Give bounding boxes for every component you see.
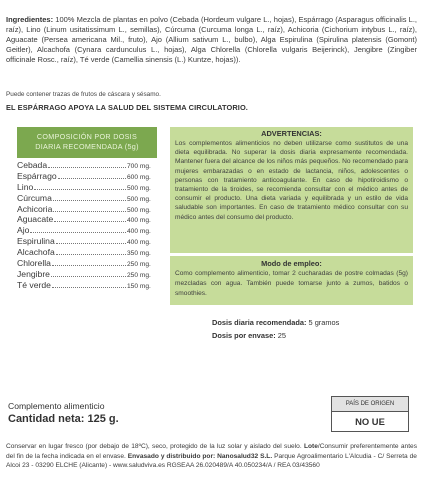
composition-name: Achicoria [17, 203, 53, 214]
leader-dots [34, 188, 126, 190]
composition-name: Chlorella [17, 258, 51, 269]
lot-label: Lote [303, 443, 318, 450]
composition-row [17, 193, 167, 204]
storage-text: Conservar en lugar fresco (por debajo de 18ºC), seco, protegido de la luz solar y aislado del suelo. [6, 443, 304, 450]
composition-row [17, 171, 167, 182]
warnings-title: ADVERTENCIAS: [261, 129, 322, 138]
composition-row [17, 269, 167, 280]
composition-name: Cúrcuma [17, 192, 52, 203]
daily-dose-label: Dosis diaria recomendada: [212, 318, 307, 327]
net-quantity-label: Cantidad neta: [8, 413, 85, 425]
distributor-address: Parque Agroalimentario L'Alcudia - C/ Serreta de Alcoi 23 - 03290 ELCHE (Alicante) - www.saludviva.es RGSEAA 26.020489/A 40.050234/A / REA 03/43560 [6, 452, 417, 470]
usage-box [170, 256, 413, 305]
composition-amount: 250 mg. [127, 261, 151, 269]
composition-amount: 500 mg. [127, 195, 151, 203]
ingredients-text: 100% Mezcla de plantas en polvo (Cebada (Hordeum vulgare L., hojas), Espárrago (Asparagus officinalis L., raíz), Lino (Linum usitatissimum L., semillas), Cúrcuma (Curcuma longa L., raíz), Achicoria (Cichorium intybus L., raíz), Aguacate (Persea americana Mil., fruto), Ajo (Allium sativum L., bulbo), Alga Espirulina (Spirulina platensis (Gomont) Geitler), Alcachofa (Cynara cardunculus L., hojas), Alga Chlorella (Chlorella vulgaris Beijerinck), Jengibre (Zingiber officinale Rosc., raíz), Té verde (Camellia sinensis (L.) Kuntze, hojas)). [6, 15, 417, 64]
leader-dots [58, 177, 126, 179]
composition-amount: 400 mg. [127, 217, 151, 225]
origin-value: NO UE [355, 416, 385, 427]
warnings-text: Los complementos alimenticios no deben utilizarse como sustitutos de una dieta equilibrada. No superar la dosis diaria expresamente recomendada. Mantener fuera del alcance de los niños más pequeños. No recomendado para mujeres embarazadas o en estado de lactancia, niños, adolescentes o personas con tratamiento anticoagulante. En caso de hipotiroidismo o tratamiento de la tiroides, se recomienda consultar con el médico antes de consumir el producto. Una dieta variada y equilibrada y un estilo de vida saludable son importantes. En caso de tratamiento médico consultar con su médico antes del consumo del producto. [175, 140, 408, 221]
composition-amount: 500 mg. [127, 184, 151, 192]
composition-amount: 400 mg. [127, 239, 151, 247]
usage-title: Modo de empleo: [261, 259, 322, 268]
leader-dots [52, 286, 126, 288]
leader-dots [30, 231, 126, 233]
doses-per-pack [212, 331, 286, 340]
composition-list [17, 160, 167, 291]
composition-header-line2: DIARIA RECOMENDADA (5g) [35, 142, 139, 151]
leader-dots [53, 199, 126, 201]
composition-amount: 400 mg. [127, 228, 151, 236]
composition-name: Cebada [17, 160, 48, 170]
composition-header [17, 127, 157, 158]
ingredients-paragraph [6, 15, 417, 65]
leader-dots [54, 220, 126, 222]
daily-dose [212, 318, 339, 327]
composition-row [17, 280, 167, 291]
product-type: Complemento alimenticio [8, 401, 105, 411]
composition-amount: 700 mg. [127, 163, 151, 170]
composition-amount: 350 mg. [127, 250, 151, 258]
composition-name: Jengibre [17, 268, 50, 279]
origin-label: PAÍS DE ORIGEN [332, 397, 408, 412]
doses-per-pack-label: Dosis por envase: [212, 331, 276, 340]
leader-dots [52, 264, 126, 266]
leader-dots [53, 210, 126, 212]
leader-dots [48, 166, 126, 168]
daily-dose-value: 5 gramos [306, 318, 340, 327]
composition-name: Ajo [17, 225, 30, 236]
composition-amount: 150 mg. [127, 282, 151, 290]
composition-name: Alcachofa [17, 247, 55, 258]
composition-amount: 250 mg. [127, 271, 151, 279]
composition-row [17, 204, 167, 215]
composition-row [17, 236, 167, 247]
composition-header-line1: COMPOSICIÓN POR DOSIS [36, 132, 138, 141]
composition-row [17, 247, 167, 258]
distributor-label: Envasado y distribuido por: Nanosalud32 S.L. [127, 452, 273, 460]
usage-text: Como complemento alimenticio, tomar 2 cucharadas de postre colmadas (5g) mezcladas con agua. También puede tomarse junto a zumos, batidos o smoothies. [175, 270, 408, 297]
composition-row [17, 258, 167, 269]
composition-name: Aguacate [17, 214, 54, 225]
lot-text: /Consumir preferentemente antes del fin de la fecha indicada en el envase. [6, 443, 417, 460]
health-claim: EL ESPÁRRAGO APOYA LA SALUD DEL SISTEMA CIRCULATORIO. [6, 103, 248, 112]
origin-box [331, 396, 409, 432]
leader-dots [56, 242, 126, 244]
composition-name: Espárrago [17, 170, 57, 181]
composition-row [17, 214, 167, 225]
doses-per-pack-value: 25 [275, 331, 286, 340]
composition-row [17, 225, 167, 236]
composition-amount: 600 mg. [127, 173, 151, 181]
composition-name: Espirulina [17, 236, 55, 247]
net-quantity-value: 125 g. [84, 413, 119, 425]
footer-text [6, 442, 417, 471]
leader-dots [51, 275, 126, 277]
composition-row [17, 182, 167, 193]
composition-name: Té verde [17, 279, 51, 290]
net-quantity [8, 413, 119, 425]
warnings-box [170, 127, 413, 253]
trace-notice: Puede contener trazas de frutos de cáscara y sésamo. [6, 91, 161, 98]
composition-name: Lino [17, 181, 34, 192]
composition-row [17, 160, 167, 171]
composition-amount: 500 mg. [127, 206, 151, 214]
ingredients-label: Ingredientes: [6, 15, 54, 24]
leader-dots [56, 253, 126, 255]
